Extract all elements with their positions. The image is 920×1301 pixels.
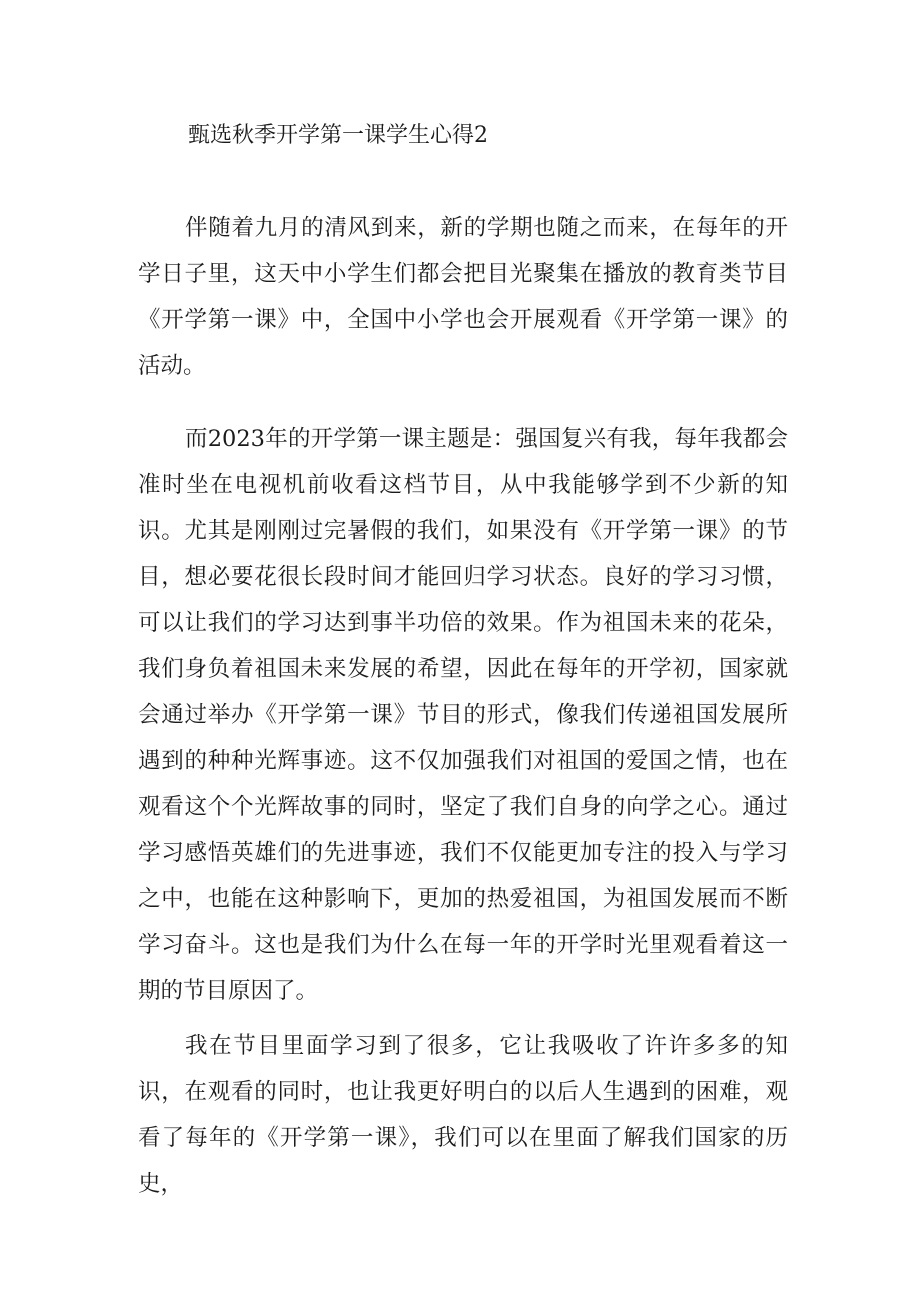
paragraph-2: 而2023年的开学第一课主题是：强国复兴有我，每年我都会准时坐在电视机前收看这档节目，从中我能够学到不少新的知识。尤其是刚刚过完暑假的我们，如果没有《开学第一课》的节目，想必要花很长段时间才能回归学习状态。良好的学习习惯，可以让我们的学习达到事半功倍的效果。作为祖国未来的花朵，我们身负着祖国未来发展的希望，因此在每年的开学初，国家就会通过举办《开学第一课》节目的形式，像我们传递祖国发展所遇到的种种光辉事迹。这不仅加强我们对祖国的爱国之情，也在观看这个个光辉故事的同时，坚定了我们自身的向学之心。通过学习感悟英雄们的先进事迹，我们不仅能更加专注的投入与学习之中，也能在这种影响下，更加的热爱祖国，为祖国发展而不断学习奋斗。这也是我们为什么在每一年的开学时光里观看着这一期的节目原因了。 [138,426,788,1004]
paragraph-1: 伴随着九月的清风到来，新的学期也随之而来，在每年的开学日子里，这天中小学生们都会把目光聚集在播放的教育类节目《开学第一课》中，全国中小学也会开展观看《开学第一课》的活动。 [138,215,788,379]
paragraph-3: 我在节目里面学习到了很多，它让我吸收了许许多多的知识，在观看的同时，也让我更好明白的以后人生遇到的困难，观看了每年的《开学第一课》，我们可以在里面了解我们国家的历史， [138,1033,788,1197]
document-title: 甄选秋季开学第一课学生心得2 [188,123,488,148]
